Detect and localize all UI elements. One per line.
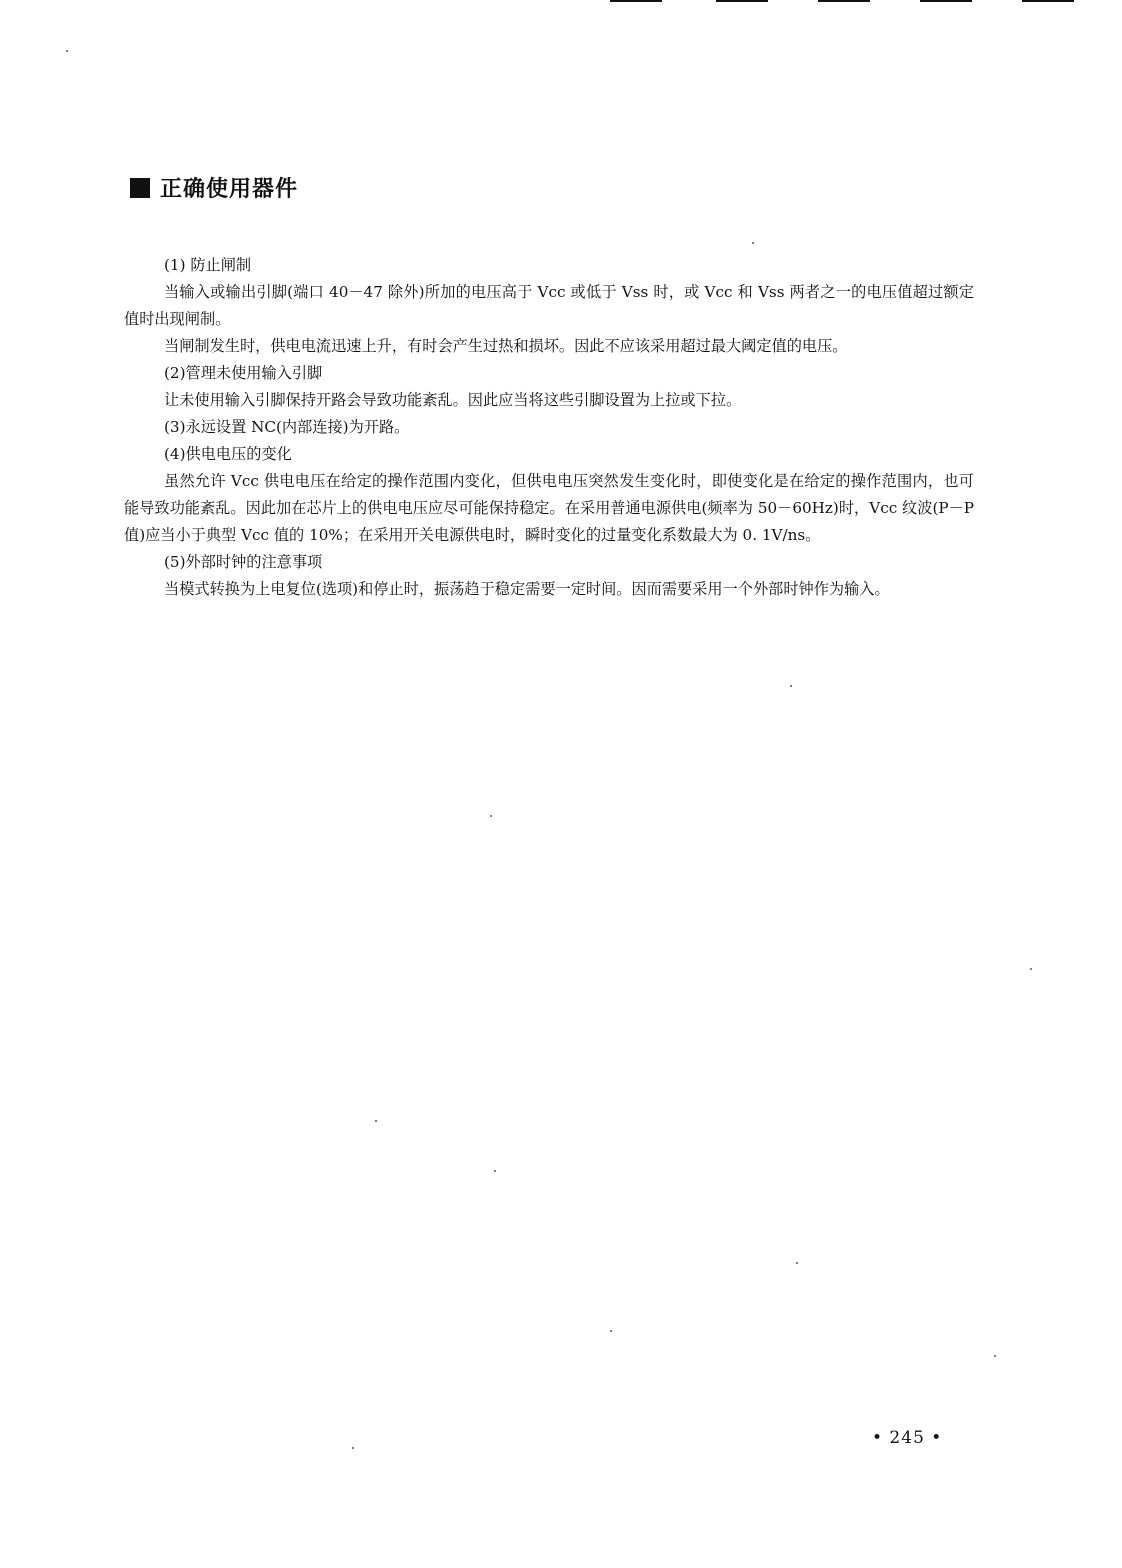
header-rule bbox=[1022, 0, 1074, 2]
scan-speck bbox=[752, 242, 754, 244]
scan-speck bbox=[375, 1120, 377, 1122]
page-number: • 245 • bbox=[872, 1428, 943, 1448]
header-rule bbox=[920, 0, 972, 2]
scan-speck bbox=[796, 1262, 798, 1264]
scan-speck bbox=[490, 815, 492, 817]
scan-speck bbox=[790, 685, 792, 687]
paragraph: 当模式转换为上电复位(选项)和停止时，振荡趋于稳定需要一定时间。因而需要采用一个外部时钟作为输入。 bbox=[164, 580, 890, 598]
scan-speck bbox=[1030, 968, 1032, 970]
scan-speck bbox=[352, 1447, 354, 1449]
header-rule bbox=[716, 0, 768, 2]
subsection-title: (2)管理未使用输入引脚 bbox=[164, 364, 323, 382]
paragraph: 当输入或输出引脚(端口 40－47 除外)所加的电压高于 Vcc 或低于 Vss 时，或 Vcc 和 Vss 两者之一的电压值超过额定值时出现闸制。 bbox=[124, 283, 974, 328]
paragraph: 让未使用输入引脚保持开路会导致功能紊乱。因此应当将这些引脚设置为上拉或下拉。 bbox=[164, 391, 742, 409]
paragraph: 当闸制发生时，供电电流迅速上升，有时会产生过热和损坏。因此不应该采用超过最大阈定值的电压。 bbox=[164, 337, 848, 355]
subsection-title: (1) 防止闸制 bbox=[164, 256, 252, 274]
section-heading bbox=[130, 172, 298, 203]
scan-speck bbox=[66, 50, 68, 52]
subsection-title: (5)外部时钟的注意事项 bbox=[164, 553, 323, 571]
subsection-title: (4)供电电压的变化 bbox=[164, 445, 292, 463]
header-rules bbox=[610, 0, 1080, 4]
filled-square-icon bbox=[130, 178, 150, 198]
section-heading-title: 正确使用器件 bbox=[160, 177, 299, 202]
header-rule bbox=[610, 0, 662, 2]
paragraph: 虽然允许 Vcc 供电电压在给定的操作范围内变化，但供电电压突然发生变化时，即使变化是在给定的操作范围内，也可能导致功能紊乱。因此加在芯片上的供电电压应尽可能保持稳定。在采用普通电源供电(频率为 50－60Hz)时，Vcc 纹波(P－P 值)应当小于典型 Vcc 值的 10%；在采用开关电源供电时，瞬时变化的过量变化系数最大为 0. 1V/ns。 bbox=[124, 472, 974, 544]
body-content bbox=[124, 252, 974, 603]
subsection-title: (3)永远设置 NC(内部连接)为开路。 bbox=[164, 418, 410, 436]
scan-speck bbox=[994, 1355, 996, 1357]
scan-speck bbox=[494, 1170, 496, 1172]
header-rule bbox=[818, 0, 870, 2]
scan-speck bbox=[610, 1330, 612, 1332]
